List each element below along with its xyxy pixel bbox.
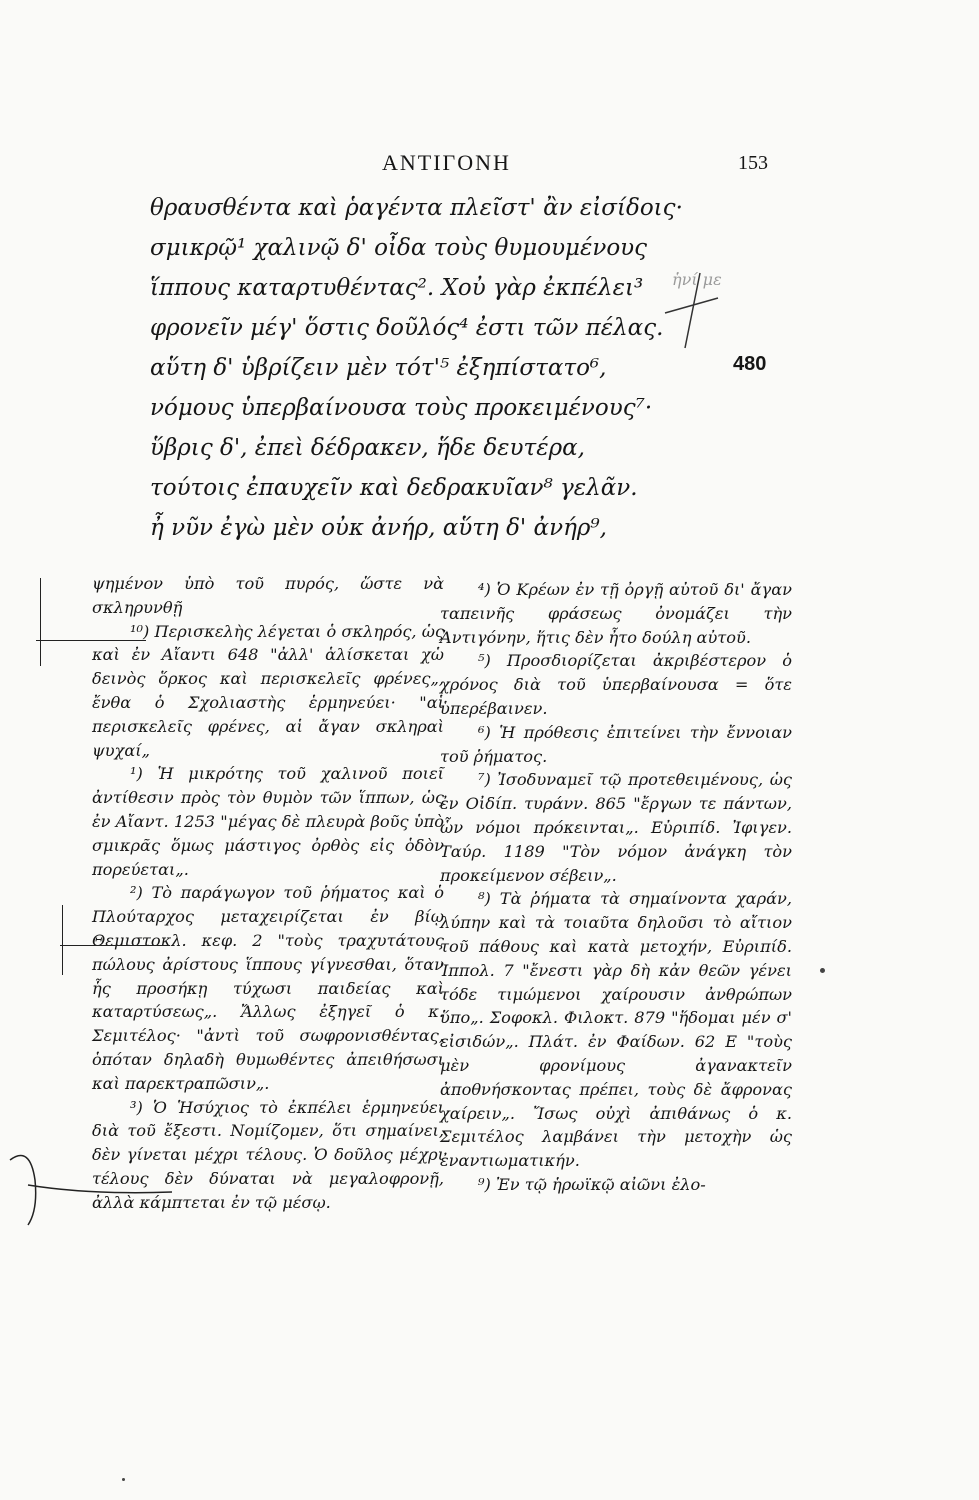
margin-ink-bracket (62, 905, 63, 975)
verse-line-number: 480 (733, 353, 767, 375)
footnote: ²) Τὸ παράγωγον τοῦ ῥήματος καὶ ὁ Πλούταρχος μεταχειρίζεται ἐν βίῳ Θεμιστοκλ. κεφ. 2 "τοὺς τραχυτάτους πώλους ἀρίστους ἵππους γίγνεσθαι, ὅταν ἧς προσήκῃ τύχωσι παιδείας καὶ καταρτύσεως„. Ἄλλως ἐξηγεῖ ὁ κ. Σεμιτέλος· "ἀντὶ τοῦ σωφρονισθέντας, ὁπόταν δηλαδὴ θυμωθέντες ἀπειθήσωσι καὶ παρεκτραπῶσιν„. (92, 883, 444, 1093)
footnote: ⁵) Προσδιορίζεται ἀκριβέστερον ὁ χρόνος διὰ τοῦ ὑπερβαίνουσα = ὅτε ὑπερέβαινεν. (440, 651, 792, 718)
verse-line: θραυσθέντα καὶ ῥαγέντα πλεῖστ' ἂν εἰσίδοις· (150, 195, 683, 221)
footnote: ⁷) Ἰσοδυναμεῖ τῷ προτεθειμένους, ὡς ἐν Οἰδίπ. τυράνν. 865 "ἔργων τε πάντων, ὧν νόμοι πρόκεινται„. Εὐριπίδ. Ἰφιγεν. Ταύρ. 1189 "Τὸν νόμον ἀνάγκη τὸν προκείμενον σέβειν„. (440, 770, 792, 885)
verse-line: σμικρῷ¹ χαλινῷ δ' οἶδα τοὺς θυμουμένους (150, 235, 648, 261)
footnote: ⁶) Ἡ πρόθεσις ἐπιτείνει τὴν ἔννοιαν τοῦ ῥήματος. (440, 722, 792, 766)
margin-ink-scribble (0, 1140, 180, 1230)
verse-block (150, 188, 770, 548)
verse-line: τούτοις ἐπαυχεῖν καὶ δεδρακυῖαν⁸ γελᾶν. (150, 475, 638, 501)
margin-ink-bracket (40, 578, 41, 666)
footnote: ¹) Ἡ μικρότης τοῦ χαλινοῦ ποιεῖ ἀντίθεσιν πρὸς τὸν θυμὸν τῶν ἵππων, ὡς ἐν Αἴαντ. 1253 "μέγας δὲ πλευρὰ βοῦς ὑπὸ σμικρᾶς ὅμως μάστιγος ὀρθὸς εἰς ὁδὸν πορεύεται„. (92, 764, 444, 879)
margin-ink-stroke (36, 640, 146, 641)
page-number: 153 (738, 152, 768, 174)
footnotes-left-column (92, 572, 444, 1215)
verse-line: ὕβρις δ', ἐπεὶ δέδρακεν, ἥδε δευτέρα, (150, 435, 585, 461)
footnote: ⁴) Ὁ Κρέων ἐν τῇ ὀργῇ αὐτοῦ δι' ἄγαν ταπεινῆς φράσεως ὀνομάζει τὴν Ἀντιγόνην, ἥτις δὲν ἦτο δούλη αὐτοῦ. (440, 580, 792, 647)
print-speck (122, 1478, 125, 1481)
running-head (0, 150, 979, 180)
verse-line: αὕτη δ' ὑβρίζειν μὲν τότ'⁵ ἐξηπίστατο⁶, (150, 355, 607, 381)
footnote: ψημένον ὑπὸ τοῦ πυρός, ὥστε νὰ σκληρυνθῇ (92, 574, 444, 617)
footnote: ³) Ὁ Ἡσύχιος τὸ ἐκπέλει ἑρμηνεύει διὰ τοῦ ἔξεστι. Νομίζομεν, ὅτι σημαίνει, δὲν γίνεται μέχρι τέλους. Ὁ δοῦλος μέχρι τέλους δὲν δύναται νὰ μεγαλοφρονῇ, ἀλλὰ κάμπτεται ἐν τῷ μέσῳ. (92, 1097, 444, 1212)
footnote: ⁸) Τὰ ῥήματα τὰ σημαίνοντα χαράν, λύπην καὶ τὰ τοιαῦτα δηλοῦσι τὸ αἴτιον τοῦ πάθους καὶ κατὰ μετοχήν, Εὐριπίδ. Ἱππολ. 7 "ἔνεστι γὰρ δὴ κἀν θεῶν γένει τόδε τιμώμενοι χαίρουσιν ἀνθρώπων ὕπο„. Σοφοκλ. Φιλοκτ. 879 "ἥδομαι μέν σ' εἰσιδών„. Πλάτ. ἐν Φαίδων. 62 Ε "τοὺς μὲν φρονίμους ἀγανακτεῖν ἀποθνήσκοντας πρέπει, τοὺς δὲ ἄφρονας χαίρειν„. Ἴσως οὐχὶ ἀπιθάνως ὁ κ. Σεμιτέλος λαμβάνει τὴν μετοχὴν ὡς ἐναντιωματικήν. (440, 889, 792, 1171)
verse-line: φρονεῖν μέγ' ὅστις δοῦλός⁴ ἐστι τῶν πέλας. (150, 315, 664, 341)
page-title: ΑΝΤΙΓΟΝΗ (382, 150, 511, 175)
margin-ink-stroke (60, 945, 170, 946)
print-speck (820, 968, 825, 973)
verse-line: ἦ νῦν ἐγὼ μὲν οὐκ ἀνήρ, αὕτη δ' ἀνήρ⁹, (150, 515, 607, 541)
verse-line: νόμους ὑπερβαίνουσα τοὺς προκειμένους⁷· (150, 395, 653, 421)
footnote: ⁹) Ἐν τῷ ἡρωϊκῷ αἰῶνι ἐλο- (478, 1174, 706, 1194)
footnotes-right-column (440, 578, 792, 1197)
pencil-marginal-note: ἡνί με (672, 270, 722, 289)
pencil-cross-mark (660, 268, 720, 358)
verse-line: ἵππους καταρτυθέντας². Χοὐ γὰρ ἐκπέλει³ (150, 275, 644, 301)
footnote: ¹⁰) Περισκελὴς λέγεται ὁ σκληρός, ὡς καὶ ἐν Αἴαντι 648 "ἀλλ' ἁλίσκεται χὡ δεινὸς ὅρκος καὶ περισκελεῖς φρένες„, ἔνθα ὁ Σχολιαστὴς ἑρμηνεύει· "αἱ περισκελεῖς φρένες, αἱ ἄγαν σκληραὶ ψυχαί„ (92, 621, 444, 760)
